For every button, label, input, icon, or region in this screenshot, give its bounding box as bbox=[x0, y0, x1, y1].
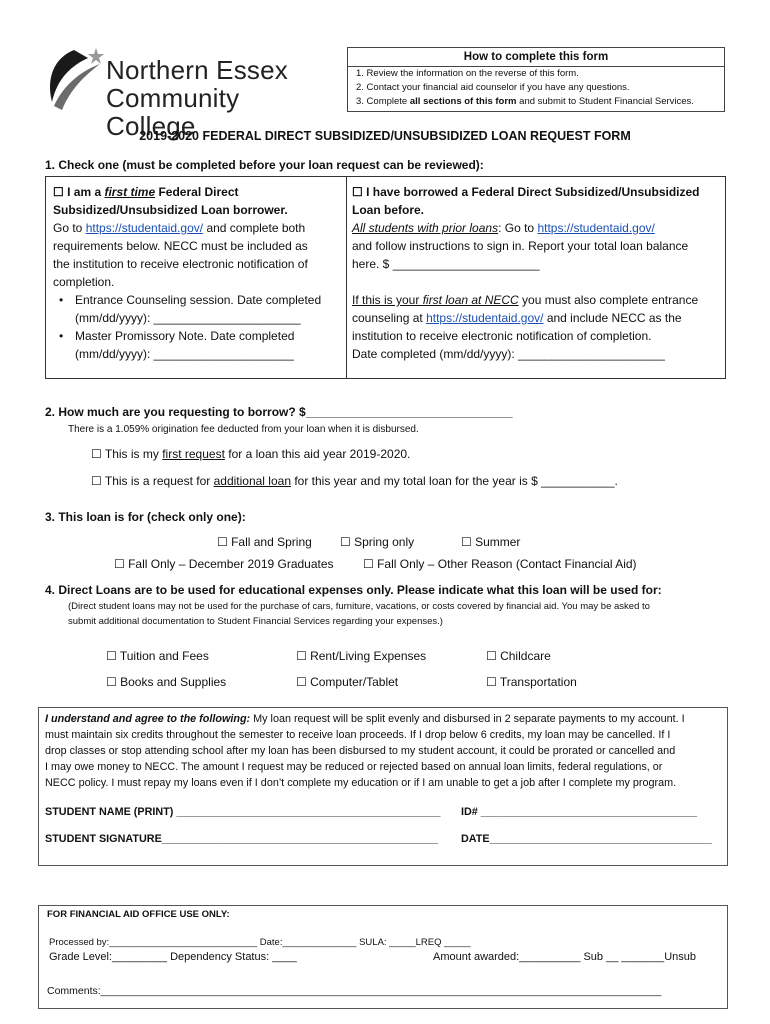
comments-field[interactable]: Comments:________________________________________________________________________________________________ bbox=[47, 985, 662, 997]
q2-heading[interactable]: 2. How much are you requesting to borrow? $_______________________________ bbox=[45, 405, 513, 419]
entrance-date-field[interactable]: (mm/dd/yyyy): ______________________ bbox=[75, 311, 301, 325]
q1-left-content bbox=[53, 183, 343, 363]
q4-heading: 4. Direct Loans are to be used for educational expenses only. Please indicate what this loan will be used for: bbox=[45, 583, 662, 597]
q1-left-line-3: Go to https://studentaid.gov/ and complete both bbox=[53, 221, 306, 235]
office-use-title: FOR FINANCIAL AID OFFICE USE ONLY: bbox=[47, 909, 230, 920]
first-request-option[interactable]: ☐ This is my first request for a loan this aid year 2019-2020. bbox=[91, 447, 411, 461]
spring-only-option[interactable]: ☐ Spring only bbox=[340, 535, 415, 549]
logo-line-1: Northern Essex bbox=[106, 55, 288, 85]
entrance-counseling-item: • Entrance Counseling session. Date completed (mm/dd/yyyy): ______________________ bbox=[53, 291, 343, 327]
mpn-item: • Master Promissory Note. Date completed (mm/dd/yyyy): _____________________ bbox=[53, 327, 343, 363]
studentaid-link[interactable]: https://studentaid.gov/ bbox=[426, 311, 544, 325]
first-time-checkbox-line[interactable]: ☐ I am a first time Federal Direct bbox=[53, 185, 239, 199]
checkbox[interactable]: ☐ bbox=[352, 185, 363, 199]
q1-right-line-6: If this is your first loan at NECC you must also complete entrance bbox=[352, 293, 699, 307]
q1-left-line-6: completion. bbox=[53, 275, 115, 289]
mpn-date-field[interactable]: (mm/dd/yyyy): _____________________ bbox=[75, 347, 294, 361]
q1-right-line-4: and follow instructions to sign in. Report your total loan balance bbox=[352, 239, 689, 253]
processed-by-field[interactable]: Processed by:____________________________ Date:______________ SULA: _____LREQ _____ bbox=[49, 937, 471, 948]
student-signature-field[interactable]: STUDENT SIGNATURE______________________________________________ bbox=[45, 833, 438, 845]
amount-awarded-field[interactable]: Amount awarded:__________ Sub __ _______Unsub bbox=[433, 951, 696, 963]
form-title: 2019-2020 FEDERAL DIRECT SUBSIDIZED/UNSUBSIDIZED LOAN REQUEST FORM bbox=[139, 129, 631, 143]
q1-heading: 1. Check one (must be completed before your loan request can be reviewed): bbox=[45, 158, 484, 172]
q1-right-line-3: All students with prior loans: Go to https://studentaid.gov/ bbox=[352, 221, 655, 235]
additional-loan-option[interactable]: ☐ This is a request for additional loan for this year and my total loan for the year is $ ___________. bbox=[91, 474, 618, 488]
how-to-title: How to complete this form bbox=[348, 48, 724, 67]
how-to-step-2: 2. Contact your financial aid counselor if you have any questions. bbox=[356, 82, 630, 93]
agreement-text: I understand and agree to the following: My loan request will be split evenly and disbursed in 2 separate payments to my account. I must maintain six credits throughout the semester to receive loan proceeds. If I drop below 6 credits, my loan may be cancelled. If I drop classes or stop attending school after my loan has been disbursed to my student account, it could be prorated or cancelled and I may owe money to NECC. The amount I request may be reduced or rejected based on annual loan limits, federal regulations, or NECC policy. I must repay my loans even if I don’t complete my education or if I am unable to get a job after I complete my program. bbox=[45, 713, 685, 789]
bullet: • bbox=[59, 293, 64, 307]
q4-note-2: submit additional documentation to Student Financial Services regarding your expenses.) bbox=[68, 616, 443, 627]
studentaid-link[interactable]: https://studentaid.gov/ bbox=[85, 221, 204, 235]
date-completed-field[interactable]: Date completed (mm/dd/yyyy): ______________________ bbox=[352, 347, 665, 361]
q1-left-line-4: requirements below. NECC must be included as bbox=[53, 239, 308, 253]
how-to-step-3: 3. Complete all sections of this form and submit to Student Financial Services. bbox=[356, 96, 694, 107]
fall-grad-option[interactable]: ☐ Fall Only – December 2019 Graduates bbox=[114, 557, 334, 571]
q1-left-line-2: Subsidized/Unsubsidized Loan borrower. bbox=[53, 203, 288, 217]
rent-option[interactable]: ☐ Rent/Living Expenses bbox=[296, 649, 427, 663]
books-option[interactable]: ☐ Books and Supplies bbox=[106, 675, 227, 689]
loan-balance-field[interactable]: here. $ ______________________ bbox=[352, 257, 540, 271]
q1-left-line-5: the institution to receive electronic notification of bbox=[53, 257, 308, 271]
student-id-field[interactable]: ID# ____________________________________ bbox=[461, 806, 697, 818]
logo-swoosh-icon bbox=[44, 44, 106, 116]
q1-right-line-8: institution to receive electronic notification of completion. bbox=[352, 329, 652, 343]
grade-level-field[interactable]: Grade Level:_________ Dependency Status: ____ bbox=[49, 951, 297, 963]
q1-right-line-7: counseling at https://studentaid.gov/ and include NECC as the bbox=[352, 311, 682, 325]
q2-note: There is a 1.059% origination fee deducted from your loan when it is disbursed. bbox=[68, 424, 419, 435]
date-field[interactable]: DATE_____________________________________ bbox=[461, 833, 712, 845]
q3-heading: 3. This loan is for (check only one): bbox=[45, 510, 246, 524]
summer-option[interactable]: ☐ Summer bbox=[461, 535, 521, 549]
q1-right-content bbox=[352, 183, 722, 363]
q1-right-line-2: Loan before. bbox=[352, 203, 425, 217]
how-to-box bbox=[347, 47, 725, 112]
checkbox[interactable]: ☐ bbox=[53, 185, 64, 199]
prior-borrower-checkbox-line[interactable]: ☐ I have borrowed a Federal Direct Subsidized/Unsubsidized bbox=[352, 185, 700, 199]
student-name-field[interactable]: STUDENT NAME (PRINT) ____________________________________________ bbox=[45, 806, 441, 818]
computer-option[interactable]: ☐ Computer/Tablet bbox=[296, 675, 399, 689]
fall-other-option[interactable]: ☐ Fall Only – Other Reason (Contact Financial Aid) bbox=[363, 557, 637, 571]
fall-spring-option[interactable]: ☐ Fall and Spring bbox=[217, 535, 312, 549]
childcare-option[interactable]: ☐ Childcare bbox=[486, 649, 551, 663]
college-logo bbox=[44, 44, 304, 141]
logo-line-2: Community College bbox=[106, 83, 240, 141]
studentaid-link[interactable]: https://studentaid.gov/ bbox=[537, 221, 655, 235]
bullet: • bbox=[59, 329, 64, 343]
q4-note-1: (Direct student loans may not be used for the purchase of cars, furniture, vacations, or costs covered by financial aid. You may be asked to bbox=[68, 601, 650, 612]
tuition-option[interactable]: ☐ Tuition and Fees bbox=[106, 649, 209, 663]
agreement-lead: I understand and agree to the following: bbox=[45, 713, 251, 725]
how-to-step-1: 1. Review the information on the reverse of this form. bbox=[356, 68, 579, 79]
transportation-option[interactable]: ☐ Transportation bbox=[486, 675, 577, 689]
